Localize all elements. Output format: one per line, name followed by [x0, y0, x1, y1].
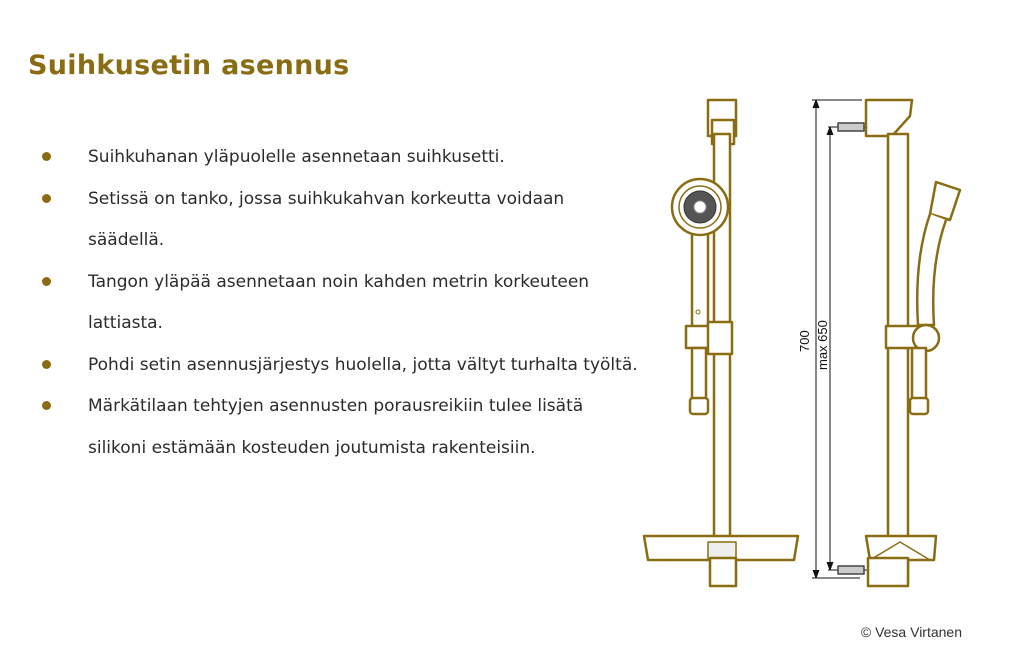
- list-item: [42, 386, 642, 469]
- dimension-outer-label: 700: [797, 330, 812, 352]
- list-item-text: Setissä on tanko, jossa suihkukahvan korkeutta voidaan säädellä.: [88, 188, 565, 250]
- front-hose: [692, 348, 706, 400]
- side-rail: [888, 134, 908, 582]
- list-item: [42, 137, 642, 179]
- list-item-text: Suihkuhanan yläpuolelle asennetaan suihkusetti.: [88, 147, 505, 167]
- dimension-inner-label: max 650: [815, 320, 830, 370]
- bullet-icon: [42, 277, 51, 286]
- bullet-list: [42, 137, 642, 469]
- bullet-icon: [42, 152, 51, 161]
- list-item: [42, 262, 642, 345]
- shower-set-drawing: [630, 90, 970, 595]
- bullet-icon: [42, 360, 51, 369]
- side-top-bracket: [866, 100, 912, 136]
- wall-screws: [838, 123, 864, 574]
- side-view: [866, 100, 960, 586]
- side-hose: [912, 348, 926, 400]
- list-item: [42, 179, 642, 262]
- list-item-text: Pohdi setin asennusjärjestys huolella, jotta vältyt turhalta työltä.: [88, 354, 638, 375]
- copyright-notice: © Vesa Virtanen: [860, 624, 962, 640]
- front-view: [644, 100, 798, 586]
- list-item: [42, 345, 642, 387]
- page-title: Suihkusetin asennus: [28, 50, 350, 81]
- list-item-text: Märkätilaan tehtyjen asennusten porausreikiin tulee lisätä silikoni estämään kosteuden joutumista rakenteisiin.: [88, 396, 584, 458]
- list-item-text: Tangon yläpää asennetaan noin kahden metrin korkeuteen lattiasta.: [88, 271, 590, 333]
- side-handset: [930, 182, 960, 220]
- bullet-icon: [42, 194, 51, 203]
- bullet-icon: [42, 401, 51, 410]
